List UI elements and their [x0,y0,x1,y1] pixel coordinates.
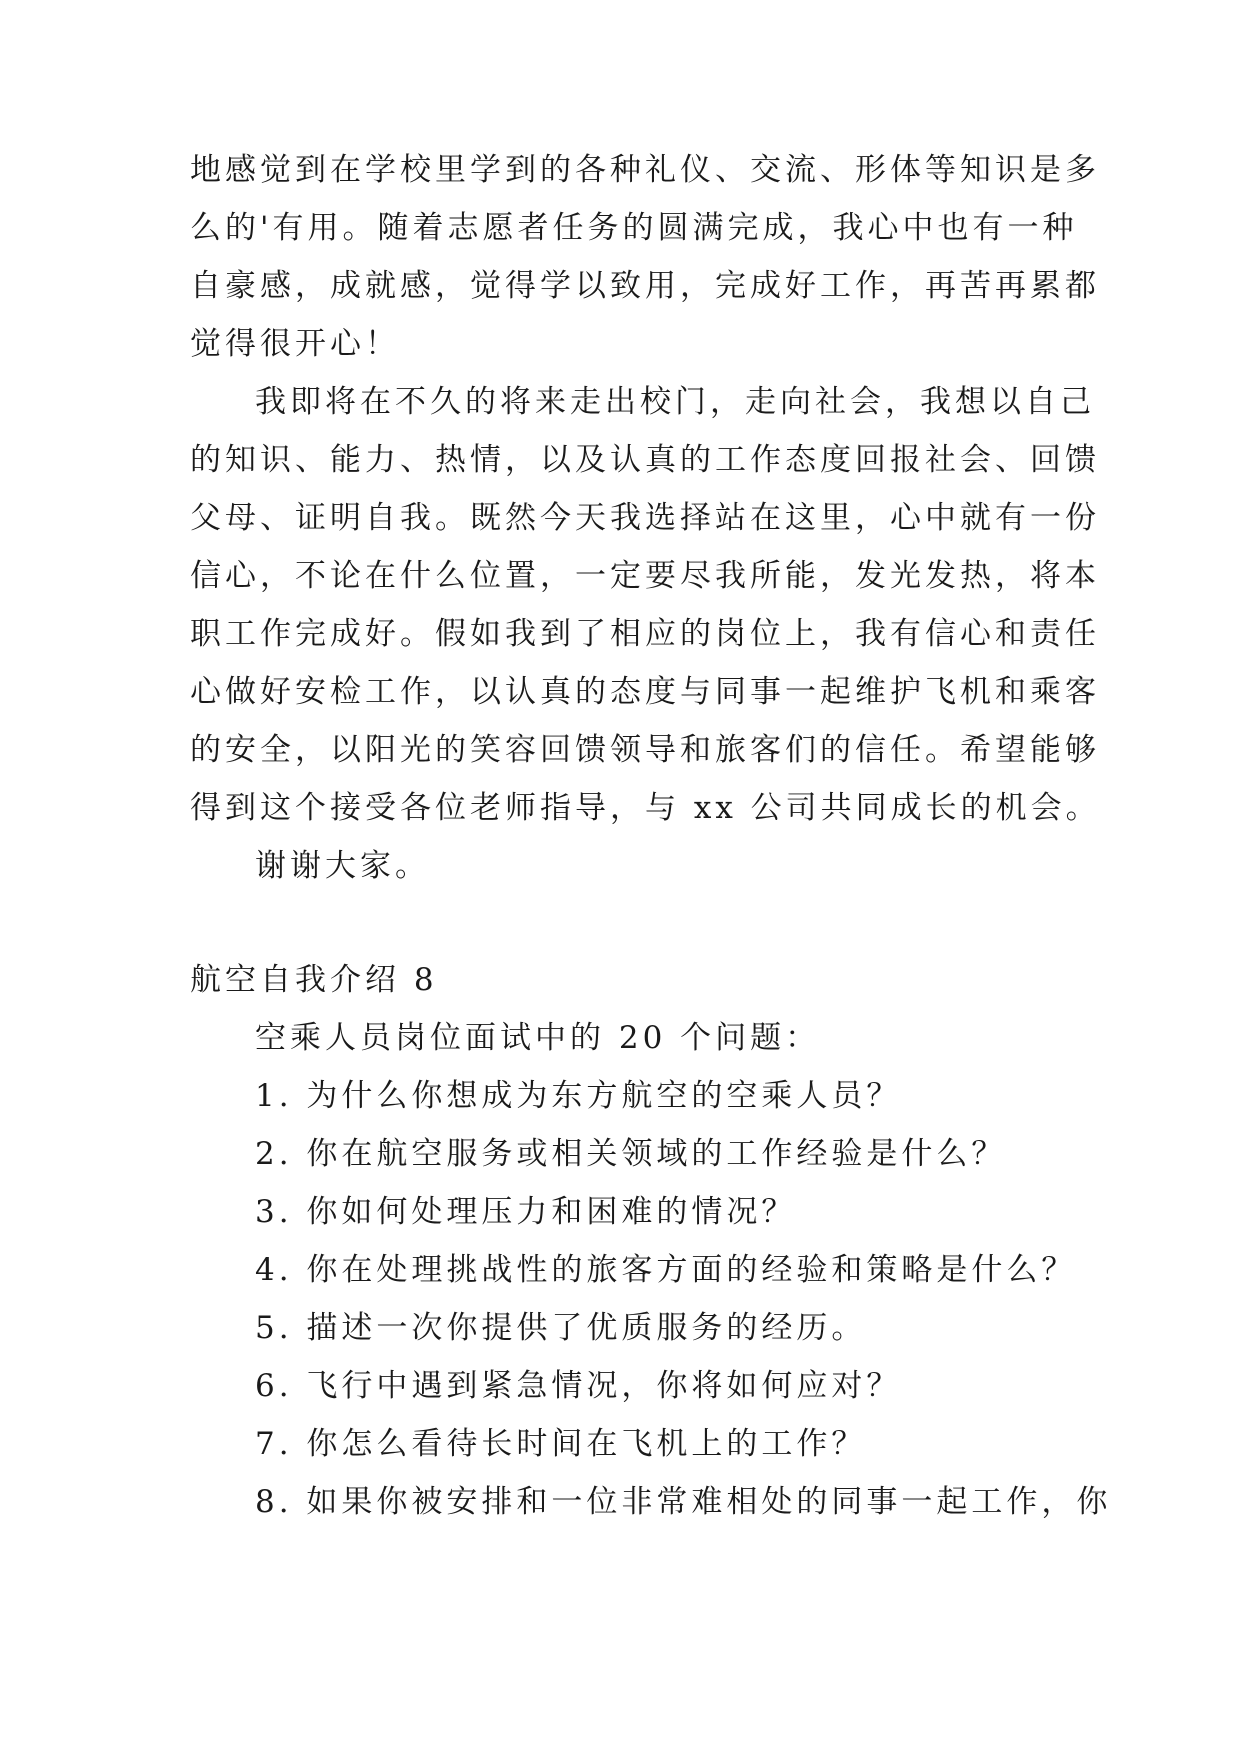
paragraph-2-line-4: 信心，不论在什么位置，一定要尽我所能，发光发热，将本 [190,558,1100,594]
question-item: 1. 为什么你想成为东方航空的空乘人员？ [255,1078,902,1114]
question-item: 7. 你怎么看待长时间在飞机上的工作？ [255,1426,867,1462]
paragraph-2-line-7: 的安全，以阳光的笑容回馈领导和旅客们的信任。希望能够 [190,732,1100,768]
section-intro: 空乘人员岗位面试中的 20 个问题： [255,1020,821,1056]
section-title: 航空自我介绍 8 [190,962,438,998]
paragraph-2-line-5: 职工作完成好。假如我到了相应的岗位上，我有信心和责任 [190,616,1100,652]
question-item: 2. 你在航空服务或相关领域的工作经验是什么？ [255,1136,1007,1172]
paragraph-2-line-2: 的知识、能力、热情，以及认真的工作态度回报社会、回馈 [190,442,1100,478]
paragraph-2-line-1: 我即将在不久的将来走出校门，走向社会，我想以自己 [255,384,1095,420]
question-item: 8. 如果你被安排和一位非常难相处的同事一起工作，你 [255,1484,1112,1520]
closing-text: 谢谢大家。 [255,848,430,884]
paragraph-1-line-1: 地感觉到在学校里学到的各种礼仪、交流、形体等知识是多 [190,152,1100,188]
question-item: 3. 你如何处理压力和困难的情况？ [255,1194,797,1230]
paragraph-1-line-3: 自豪感，成就感，觉得学以致用，完成好工作，再苦再累都 [190,268,1100,304]
question-item: 5. 描述一次你提供了优质服务的经历。 [255,1310,867,1346]
question-item: 4. 你在处理挑战性的旅客方面的经验和策略是什么？ [255,1252,1077,1288]
paragraph-2-line-3: 父母、证明自我。既然今天我选择站在这里，心中就有一份 [190,500,1100,536]
paragraph-1-line-4: 觉得很开心！ [190,326,400,362]
paragraph-1-line-2: 么的'有用。随着志愿者任务的圆满完成，我心中也有一种 [190,210,1078,246]
question-item: 6. 飞行中遇到紧急情况，你将如何应对？ [255,1368,902,1404]
paragraph-2-line-6: 心做好安检工作，以认真的态度与同事一起维护飞机和乘客 [190,674,1100,710]
paragraph-2-line-8: 得到这个接受各位老师指导，与 xx 公司共同成长的机会。 [190,790,1101,826]
